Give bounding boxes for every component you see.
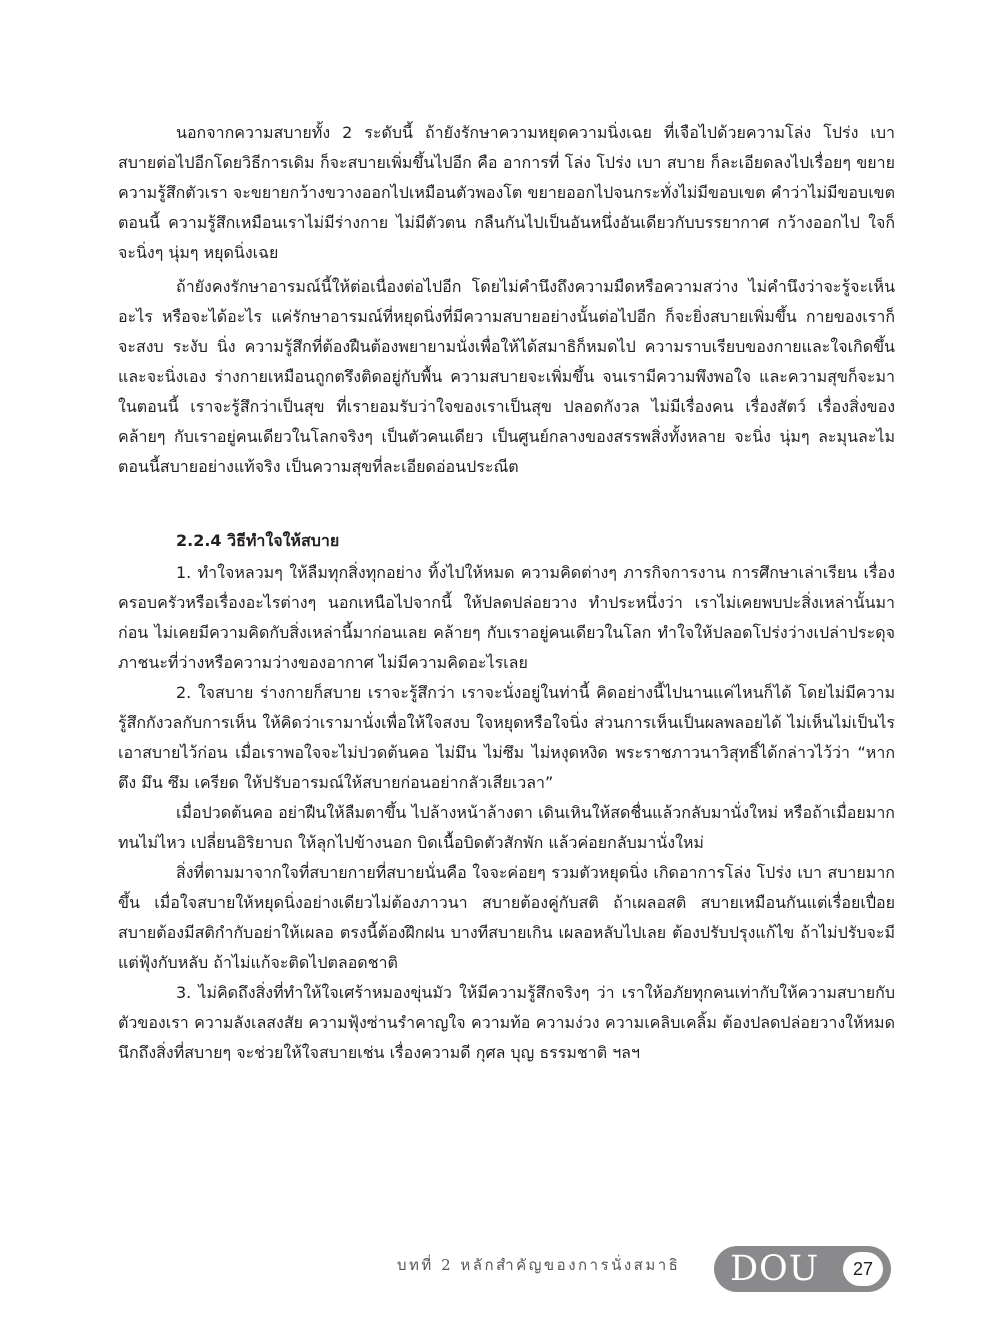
body-paragraph: 1. ทำใจหลวมๆ ให้ลืมทุกสิ่งทุกอย่าง ทิ้งไปให้หมด ความคิดต่างๆ ภารกิจการงาน การศึกษาเล่าเรียน เรื่องครอบครัวหรือเรื่องอะไรต่างๆ นอกเหนือไปจากนี้ ให้ปลดปล่อยวาง ทำประหนึ่งว่า เราไม่เคยพบปะสิ่งเหล่านั้นมาก่อน ไม่เคยมีความคิดกับสิ่งเหล่านี้มาก่อนเลย คล้ายๆ กับเราอยู่คนเดียวในโลก ทำใจให้ปลอดโปร่งว่างเปล่าประดุจภาชนะที่ว่างหรือความว่างของอากาศ ไม่มีความคิดอะไรเลย	[118, 563, 895, 672]
section-heading: 2.2.4 วิธีทำใจให้สบาย	[176, 531, 340, 550]
dou-logo: DOU	[730, 1249, 820, 1289]
body-paragraph: สิ่งที่ตามมาจากใจที่สบายกายที่สบายนั่นคือ ใจจะค่อยๆ รวมตัวหยุดนิ่ง เกิดอาการโล่ง โปร่ง เบา สบายมากขึ้น เมื่อใจสบายให้หยุดนิ่งอย่างเดียวไม่ต้องภาวนา สบายต้องคู่กับสติ ถ้าเผลอสติ สบายเหมือนกันแต่เรื่อยเปื่อย สบายต้องมีสติกำกับอย่าให้เผลอ ตรงนี้ต้องฝึกฝน บางทีสบายเกิน เผลอหลับไปเลย ต้องปรับปรุงแก้ไข ถ้าไม่ปรับจะมีแต่ฟุ้งกับหลับ ถ้าไม่แก้จะติดไปตลอดชาติ	[118, 863, 895, 972]
footer-chapter-title: บทที่ 2 หลักสำคัญของการนั่งสมาธิ	[397, 1256, 681, 1274]
page-number: 27	[843, 1252, 883, 1286]
body-paragraph: ถ้ายังคงรักษาอารมณ์นี้ให้ต่อเนื่องต่อไปอีก โดยไม่คำนึงถึงความมืดหรือความสว่าง ไม่คำนึงว่าจะรู้จะเห็นอะไร หรือจะได้อะไร แค่รักษาอารมณ์ที่หยุดนิ่งที่มีความสบายอย่างนั้นต่อไปอีก ก็จะยิ่งสบายเพิ่มขึ้น กายของเราก็จะสงบ ระงับ นิ่ง ความรู้สึกที่ต้องฝืนต้องพยายามนั่งเพื่อให้ได้สมาธิก็หมดไป ความราบเรียบของกายและใจเกิดขึ้น และจะนิ่งเอง ร่างกายเหมือนถูกตรึงติดอยู่กับพื้น ความสบายจะเพิ่มขึ้น จนเรามีความพึงพอใจ และความสุขก็จะมาในตอนนี้ เราจะรู้สึกว่าเป็นสุข ที่เรายอมรับว่าใจของเราเป็นสุข ปลอดกังวล ไม่มีเรื่องคน เรื่องสัตว์ เรื่องสิ่งของ คล้ายๆ กับเราอยู่คนเดียวในโลกจริงๆ เป็นตัวคนเดียว เป็นศูนย์กลางของสรรพสิ่งทั้งหลาย จะนิ่ง นุ่มๆ ละมุนละไม ตอนนี้สบายอย่างแท้จริง เป็นความสุขที่ละเอียดอ่อนประณีต	[118, 277, 895, 476]
body-paragraph: 2. ใจสบาย ร่างกายก็สบาย เราจะรู้สึกว่า เราจะนั่งอยู่ในท่านี้ คิดอย่างนี้ไปนานแค่ไหนก็ได้ โดยไม่มีความรู้สึกกังวลกับการเห็น ให้คิดว่าเรามานั่งเพื่อให้ใจสงบ ใจหยุดหรือใจนิ่ง ส่วนการเห็นเป็นผลพลอยได้ ไม่เห็นไม่เป็นไร เอาสบายไว้ก่อน เมื่อเราพอใจจะไม่ปวดต้นคอ ไม่มึน ไม่ซึม ไม่หงุดหงิด พระราชภาวนาวิสุทธิ์ได้กล่าวไว้ว่า “หากตึง มึน ซึม เครียด ให้ปรับอารมณ์ให้สบายก่อนอย่ากลัวเสียเวลา”	[118, 683, 895, 792]
page-content	[118, 118, 895, 1068]
body-paragraph: นอกจากความสบายทั้ง 2 ระดับนี้ ถ้ายังรักษาความหยุดความนิ่งเฉย ที่เจือไปด้วยความโล่ง โปร่ง เบา สบายต่อไปอีกโดยวิธีการเดิม ก็จะสบายเพิ่มขึ้นไปอีก คือ อาการที่ โล่ง โปร่ง เบา สบาย ก็ละเอียดลงไปเรื่อยๆ ขยายความรู้สึกตัวเรา จะขยายกว้างขวางออกไปเหมือนตัวพองโต ขยายออกไปจนกระทั่งไม่มีขอบเขต คำว่าไม่มีขอบเขตตอนนี้ ความรู้สึกเหมือนเราไม่มีร่างกาย ไม่มีตัวตน กลืนกันไปเป็นอันหนึ่งอันเดียวกับบรรยากาศ กว้างออกไป ใจก็จะนิ่งๆ นุ่มๆ หยุดนิ่งเฉย	[118, 123, 895, 262]
footer-badge	[714, 1246, 891, 1292]
body-paragraph: 3. ไม่คิดถึงสิ่งที่ทำให้ใจเศร้าหมองขุ่นมัว ให้มีความรู้สึกจริงๆ ว่า เราให้อภัยทุกคนเท่ากับให้ความสบายกับตัวของเรา ความลังเลสงสัย ความฟุ้งซ่านรำคาญใจ ความท้อ ความง่วง ความเคลิบเคลิ้ม ต้องปลดปล่อยวางให้หมด นึกถึงสิ่งที่สบายๆ จะช่วยให้ใจสบายเช่น เรื่องความดี กุศล บุญ ธรรมชาติ ฯลฯ	[118, 983, 895, 1062]
body-paragraph: เมื่อปวดต้นคอ อย่าฝืนให้ลืมตาขึ้น ไปล้างหน้าล้างตา เดินเหินให้สดชื่นแล้วกลับมานั่งใหม่ หรือถ้าเมื่อยมากทนไม่ไหว เปลี่ยนอิริยาบถ ให้ลุกไปข้างนอก บิดเนื้อบิดตัวสักพัก แล้วค่อยกลับมานั่งใหม่	[118, 803, 895, 852]
